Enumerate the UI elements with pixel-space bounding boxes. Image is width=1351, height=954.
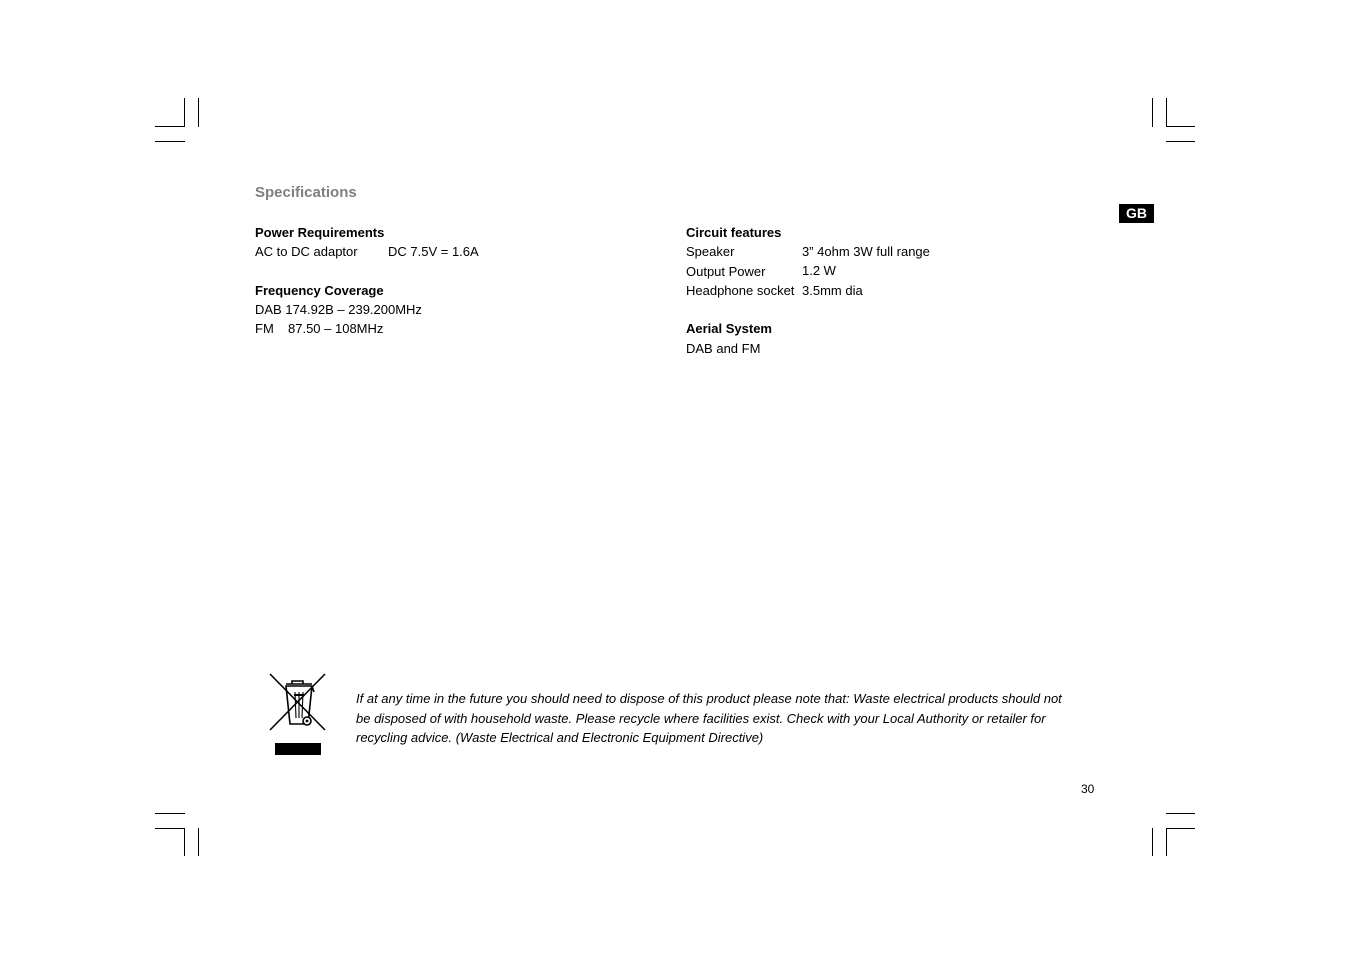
spec-value: 3.5mm dia	[802, 283, 863, 298]
aerial-heading: Aerial System	[686, 321, 772, 336]
language-tab: GB	[1119, 204, 1154, 223]
crop-mark	[184, 98, 185, 127]
crossed-out-wheelie-bin-icon	[268, 672, 328, 758]
frequency-heading: Frequency Coverage	[255, 283, 384, 298]
crop-mark	[1166, 813, 1195, 814]
dab-range: DAB 174.92B – 239.200MHz	[255, 302, 422, 317]
crop-mark	[1166, 828, 1195, 829]
fm-range: 87.50 – 108MHz	[288, 321, 384, 336]
aerial-value: DAB and FM	[686, 341, 761, 356]
disposal-notice-line: be disposed of with household waste. Please recycle where facilities exist. Check with your Local Authority or retailer for	[356, 710, 1046, 726]
crop-mark	[155, 828, 185, 829]
spec-label: Headphone socket	[686, 283, 795, 298]
disposal-notice-line: recycling advice. (Waste Electrical and Electronic Equipment Directive)	[356, 730, 764, 745]
crop-mark	[155, 141, 185, 142]
crop-mark	[184, 828, 185, 856]
spec-value: 3” 4ohm 3W full range	[802, 244, 930, 259]
crop-mark	[155, 813, 185, 814]
crop-mark	[155, 126, 185, 127]
power-value: DC 7.5V = 1.6A	[388, 244, 479, 259]
crop-mark	[1166, 126, 1195, 127]
power-label: AC to DC adaptor	[255, 244, 358, 259]
disposal-notice-line: If at any time in the future you should need to dispose of this product please note that: Waste electrical products should not	[356, 691, 1062, 706]
spec-value: 1.2 W	[802, 263, 836, 278]
page-number: 30	[1081, 782, 1095, 796]
disposal-notice	[356, 689, 1071, 748]
fm-label: FM	[255, 321, 274, 336]
power-heading: Power Requirements	[255, 225, 385, 240]
crop-mark	[1152, 828, 1153, 856]
crop-mark	[198, 828, 199, 856]
crop-mark	[198, 98, 199, 127]
circuit-heading: Circuit features	[686, 225, 782, 240]
spec-label: Output Power	[686, 264, 766, 279]
page-title: Specifications	[255, 184, 357, 201]
spec-label: Speaker	[686, 244, 735, 259]
crop-mark	[1166, 141, 1195, 142]
crop-mark	[1166, 828, 1167, 856]
crop-mark	[1166, 98, 1167, 127]
crop-mark	[1152, 98, 1153, 127]
